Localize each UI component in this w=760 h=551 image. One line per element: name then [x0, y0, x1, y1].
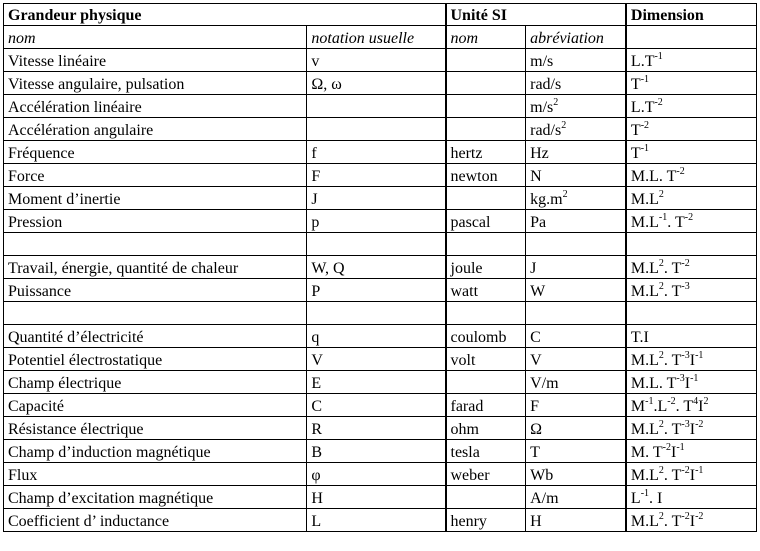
table-row: [4, 371, 757, 394]
table-row: [4, 95, 757, 118]
cell-notation: [307, 95, 446, 118]
table-row: [4, 141, 757, 164]
table-row: [4, 417, 757, 440]
cell-unit-name: [446, 302, 526, 325]
cell-dimension: [626, 302, 757, 325]
cell-unit-name: [446, 118, 526, 141]
table-row: [4, 187, 757, 210]
cell-unit-abbreviation: rad/s: [526, 72, 626, 95]
cell-notation: [307, 233, 446, 256]
cell-unit-name: [446, 95, 526, 118]
table-row: [4, 486, 757, 509]
table-row: [4, 118, 757, 141]
cell-unit-abbreviation: Ω: [526, 417, 626, 440]
cell-unit-abbreviation: J: [526, 256, 626, 279]
cell-grandeur: Champ d’excitation magnétique: [4, 486, 307, 509]
cell-grandeur: Travail, énergie, quantité de chaleur: [4, 256, 307, 279]
cell-dimension: $M.L^2$. $T^{-2}I^{-1}$: [626, 463, 757, 486]
table-row: [4, 394, 757, 417]
cell-dimension: M. $T^{-2}I^{-1}$: [626, 440, 757, 463]
cell-unit-name: [446, 187, 526, 210]
cell-dimension: $M.L^2$. $T^{-3}$: [626, 279, 757, 302]
table-row: [4, 348, 757, 371]
table-row: [4, 509, 757, 532]
cell-dimension: $L.T^{-1}$: [626, 49, 757, 72]
cell-grandeur: Capacité: [4, 394, 307, 417]
cell-unit-abbreviation: N: [526, 164, 626, 187]
cell-unit-name: farad: [446, 394, 526, 417]
cell-unit-abbreviation: Wb: [526, 463, 626, 486]
subheader-abreviation: abréviation: [526, 26, 626, 49]
cell-unit-abbreviation: V: [526, 348, 626, 371]
cell-dimension: $M.L^2$. $T^{-3}I^{-2}$: [626, 417, 757, 440]
cell-unit-abbreviation: W: [526, 279, 626, 302]
cell-unit-name: weber: [446, 463, 526, 486]
cell-unit-name: hertz: [446, 141, 526, 164]
cell-notation: C: [307, 394, 446, 417]
cell-notation: E: [307, 371, 446, 394]
cell-grandeur: [4, 302, 307, 325]
header-grandeur-filler: [307, 4, 446, 26]
table-row: [4, 440, 757, 463]
cell-dimension: $M^{-1}.L^{-2}$. $T^4I^2$: [626, 394, 757, 417]
cell-grandeur: Champ d’induction magnétique: [4, 440, 307, 463]
cell-grandeur: Accélération angulaire: [4, 118, 307, 141]
cell-dimension: $M.L^2$. $T^{-2}I^{-2}$: [626, 509, 757, 532]
cell-dimension: $L^{-1}$. I: [626, 486, 757, 509]
cell-unit-abbreviation: $m/s^2$: [526, 95, 626, 118]
cell-unit-abbreviation: H: [526, 509, 626, 532]
cell-unit-name: ohm: [446, 417, 526, 440]
cell-unit-name: tesla: [446, 440, 526, 463]
cell-unit-abbreviation: F: [526, 394, 626, 417]
cell-grandeur: Flux: [4, 463, 307, 486]
cell-unit-name: henry: [446, 509, 526, 532]
cell-notation: P: [307, 279, 446, 302]
cell-unit-abbreviation: C: [526, 325, 626, 348]
subheader-nom-unite: nom: [446, 26, 526, 49]
cell-grandeur: Fréquence: [4, 141, 307, 164]
cell-unit-abbreviation: A/m: [526, 486, 626, 509]
cell-grandeur: Puissance: [4, 279, 307, 302]
header-unite-filler: [526, 4, 626, 26]
table-row: [4, 302, 757, 325]
cell-grandeur: Force: [4, 164, 307, 187]
subheader-dimension-empty: [626, 26, 757, 49]
cell-grandeur: Quantité d’électricité: [4, 325, 307, 348]
cell-unit-abbreviation: V/m: [526, 371, 626, 394]
cell-notation: v: [307, 49, 446, 72]
cell-unit-abbreviation: m/s: [526, 49, 626, 72]
cell-unit-name: [446, 486, 526, 509]
cell-dimension: $M.L^{-1}$. $T^{-2}$: [626, 210, 757, 233]
units-table: [3, 3, 757, 532]
cell-notation: F: [307, 164, 446, 187]
cell-notation: f: [307, 141, 446, 164]
table-row: [4, 49, 757, 72]
cell-unit-abbreviation: $kg.m^2$: [526, 187, 626, 210]
cell-dimension: $T^{-1}$: [626, 72, 757, 95]
cell-dimension: $T^{-2}$: [626, 118, 757, 141]
cell-unit-abbreviation: rad/$s^2$: [526, 118, 626, 141]
table-row: [4, 325, 757, 348]
cell-unit-name: volt: [446, 348, 526, 371]
cell-unit-name: pascal: [446, 210, 526, 233]
cell-grandeur: [4, 233, 307, 256]
cell-notation: H: [307, 486, 446, 509]
cell-dimension: $T^{-1}$: [626, 141, 757, 164]
cell-dimension: M.L. $T^{-3}I^{-1}$: [626, 371, 757, 394]
cell-grandeur: Potentiel électrostatique: [4, 348, 307, 371]
table-row: [4, 463, 757, 486]
cell-notation: L: [307, 509, 446, 532]
cell-unit-name: [446, 72, 526, 95]
cell-unit-name: watt: [446, 279, 526, 302]
cell-dimension: $M.L^2$. $T^{-3}I^{-1}$: [626, 348, 757, 371]
cell-notation: φ: [307, 463, 446, 486]
subheader-nom: nom: [4, 26, 307, 49]
header-grandeur: Grandeur physique: [4, 4, 307, 26]
cell-notation: [307, 118, 446, 141]
table-row: [4, 233, 757, 256]
cell-notation: q: [307, 325, 446, 348]
cell-dimension: [626, 233, 757, 256]
cell-dimension: $M.L^2$. $T^{-2}$: [626, 256, 757, 279]
cell-unit-name: coulomb: [446, 325, 526, 348]
cell-notation: V: [307, 348, 446, 371]
cell-dimension: T.I: [626, 325, 757, 348]
cell-unit-abbreviation: T: [526, 440, 626, 463]
cell-dimension: $L.T^{-2}$: [626, 95, 757, 118]
table-row: [4, 164, 757, 187]
cell-notation: B: [307, 440, 446, 463]
cell-grandeur: Vitesse angulaire, pulsation: [4, 72, 307, 95]
table-row: [4, 210, 757, 233]
header-unite: Unité SI: [446, 4, 526, 26]
cell-unit-abbreviation: Pa: [526, 210, 626, 233]
cell-dimension: $M.L^2$: [626, 187, 757, 210]
cell-unit-name: joule: [446, 256, 526, 279]
table-row: [4, 256, 757, 279]
cell-unit-name: [446, 233, 526, 256]
cell-unit-name: [446, 371, 526, 394]
cell-grandeur: Vitesse linéaire: [4, 49, 307, 72]
cell-notation: Ω, ω: [307, 72, 446, 95]
cell-grandeur: Accélération linéaire: [4, 95, 307, 118]
cell-grandeur: Résistance électrique: [4, 417, 307, 440]
subheader-row: [4, 26, 757, 49]
cell-grandeur: Champ électrique: [4, 371, 307, 394]
cell-unit-name: [446, 49, 526, 72]
subheader-notation: notation usuelle: [307, 26, 446, 49]
cell-notation: J: [307, 187, 446, 210]
cell-unit-abbreviation: [526, 233, 626, 256]
table-row: [4, 279, 757, 302]
table-row: [4, 72, 757, 95]
cell-unit-abbreviation: Hz: [526, 141, 626, 164]
cell-notation: p: [307, 210, 446, 233]
cell-grandeur: Moment d’inertie: [4, 187, 307, 210]
cell-unit-name: newton: [446, 164, 526, 187]
cell-grandeur: Pression: [4, 210, 307, 233]
header-dimension: Dimension: [626, 4, 757, 26]
cell-notation: W, Q: [307, 256, 446, 279]
cell-unit-abbreviation: [526, 302, 626, 325]
cell-dimension: M.L. $T^{-2}$: [626, 164, 757, 187]
cell-grandeur: Coefficient d’ inductance: [4, 509, 307, 532]
cell-notation: [307, 302, 446, 325]
header-row: [4, 4, 757, 26]
cell-notation: R: [307, 417, 446, 440]
